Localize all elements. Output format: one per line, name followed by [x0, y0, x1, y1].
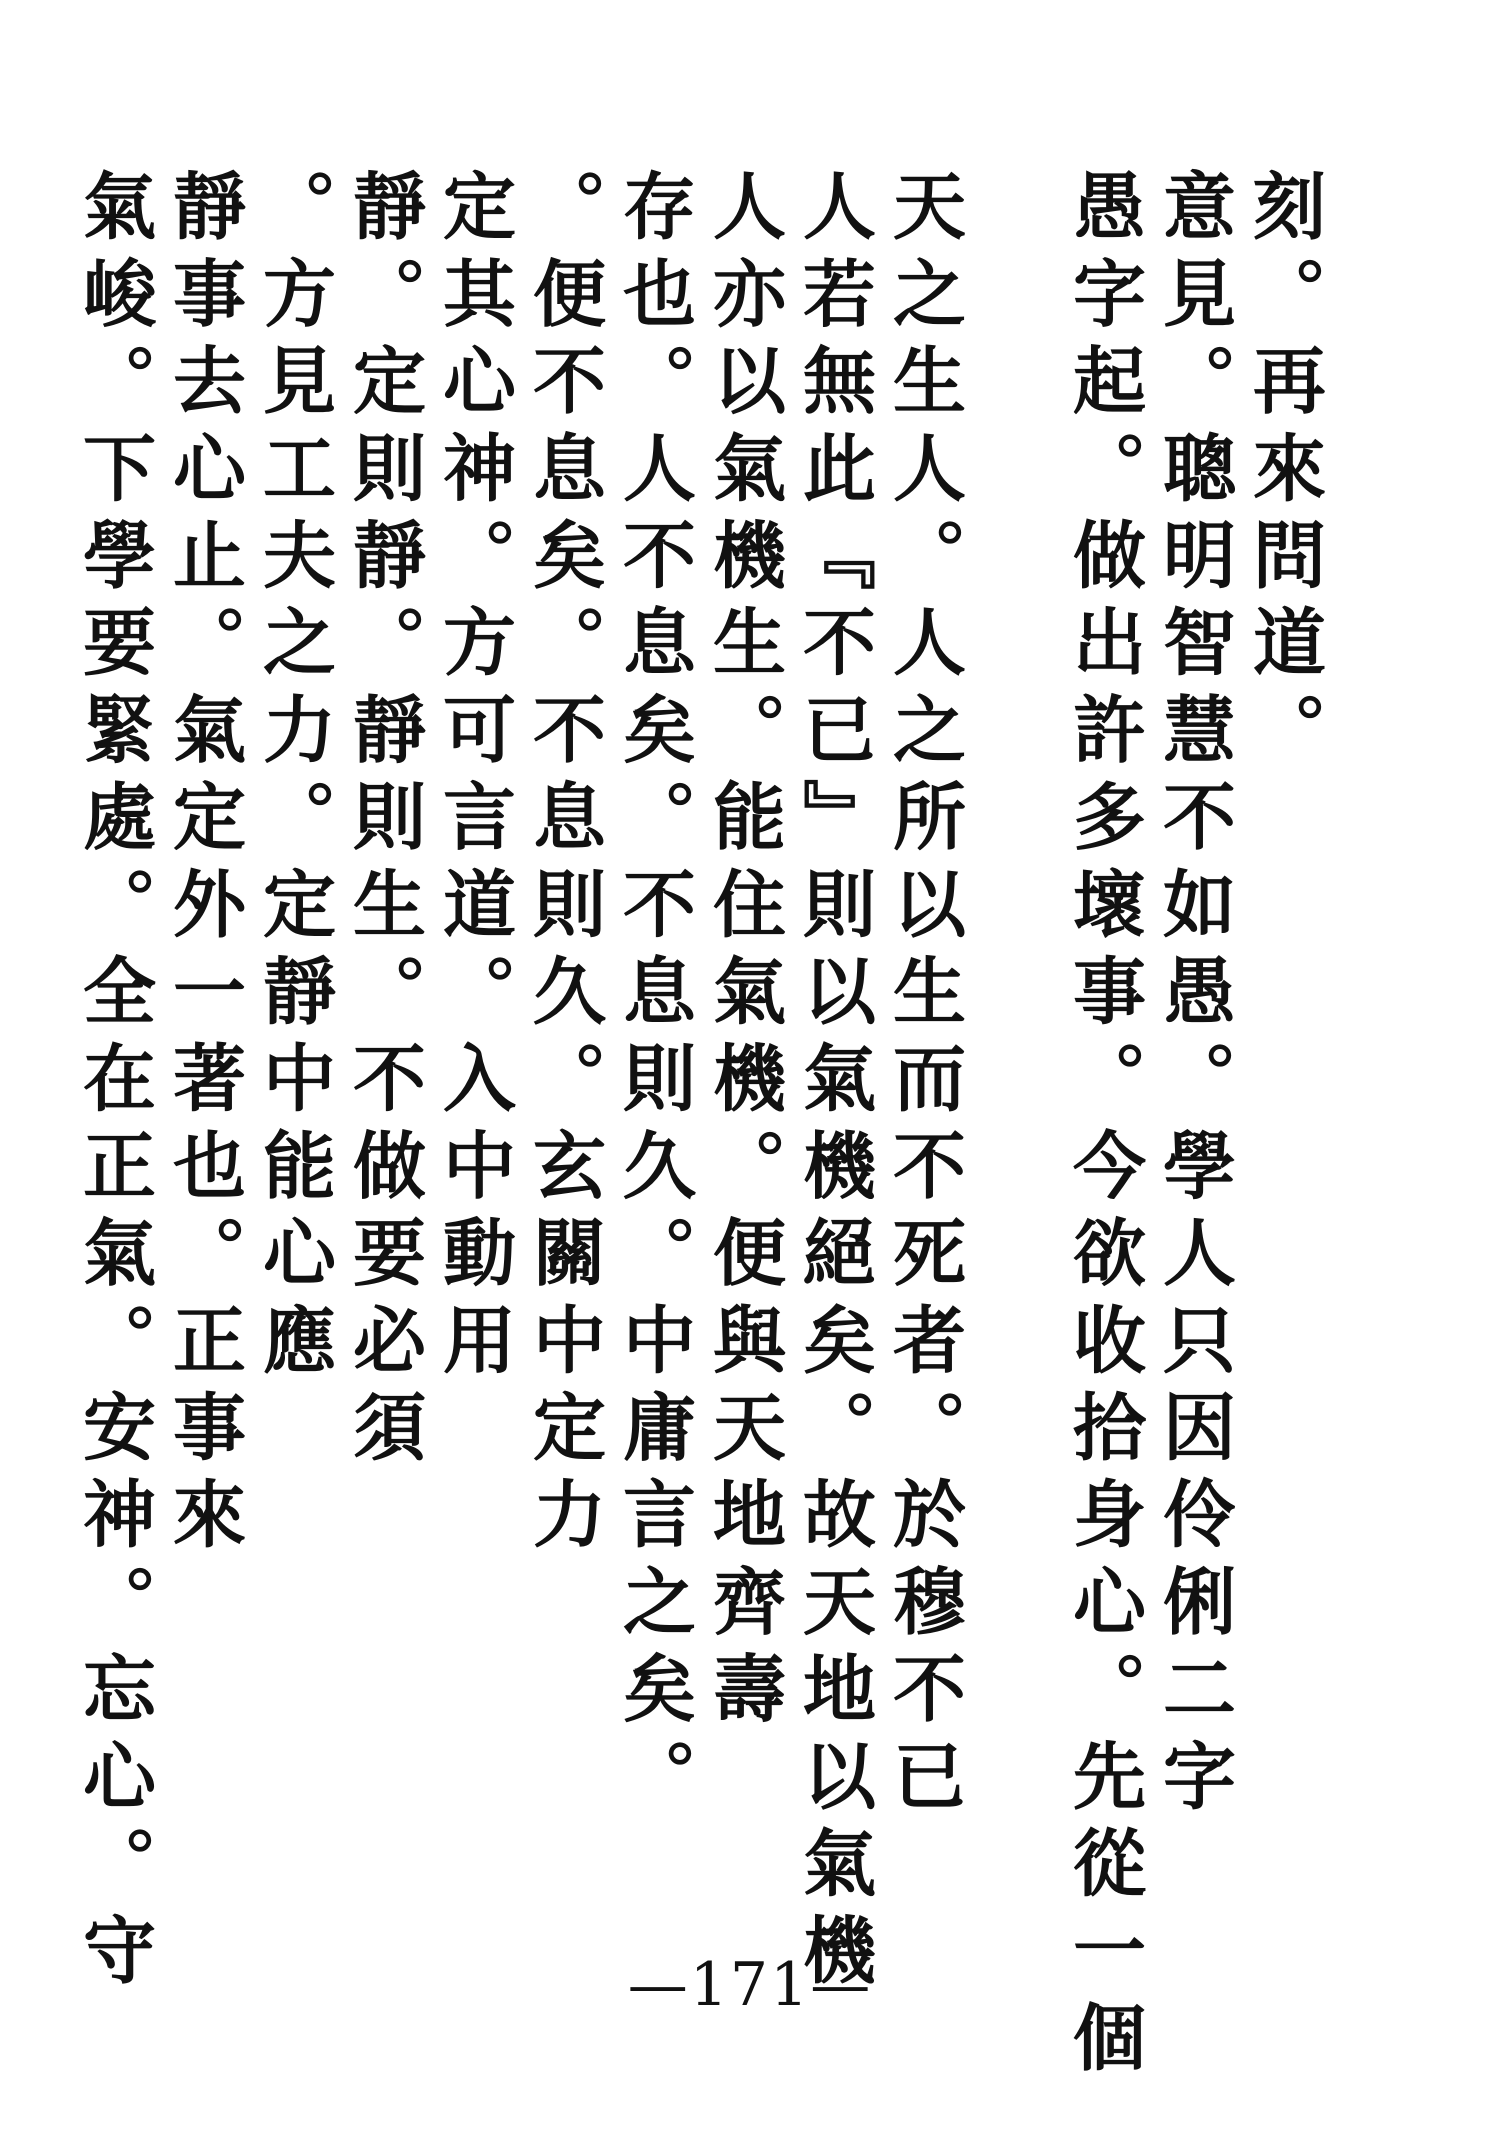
text-column-3: 愚字起。做出許多壞事。今欲收拾身心。先從一個 [1060, 168, 1146, 2087]
text-column-5: 天之生人。人之所以生而不死者。於穆不已 [880, 168, 966, 1825]
text-column-10: 定其心神。方可言道。入中動用 [430, 168, 516, 1389]
text-column-8: 存也。人不息矣。不息則久。中庸言之矣。 [610, 168, 696, 1825]
page-number: —171— [627, 1950, 873, 2020]
text-column-6: 人若無此『不已』則以氣機絕矣。故天地以氣機 [790, 168, 876, 2000]
text-column-1: 刻。再來問道。 [1240, 168, 1326, 779]
text-column-2: 意見。聰明智慧不如愚。學人只因伶俐二字 [1150, 168, 1236, 1825]
text-column-11: 靜。定則靜。靜則生。不做要必須 [340, 168, 426, 1476]
text-column-9: 。便不息矣。不息則久。玄關中定力 [520, 168, 606, 1564]
text-column-14: 氣峻。下學要緊處。全在正氣。安神。忘心。守 [70, 168, 156, 2000]
text-column-7: 人亦以氣機生。能住氣機。便與天地齊壽 [700, 168, 786, 1738]
text-column-12: 。方見工夫之力。定靜中能心應 [250, 168, 336, 1389]
text-column-13: 靜事去心止。氣定外一著也。正事來 [160, 168, 246, 1564]
